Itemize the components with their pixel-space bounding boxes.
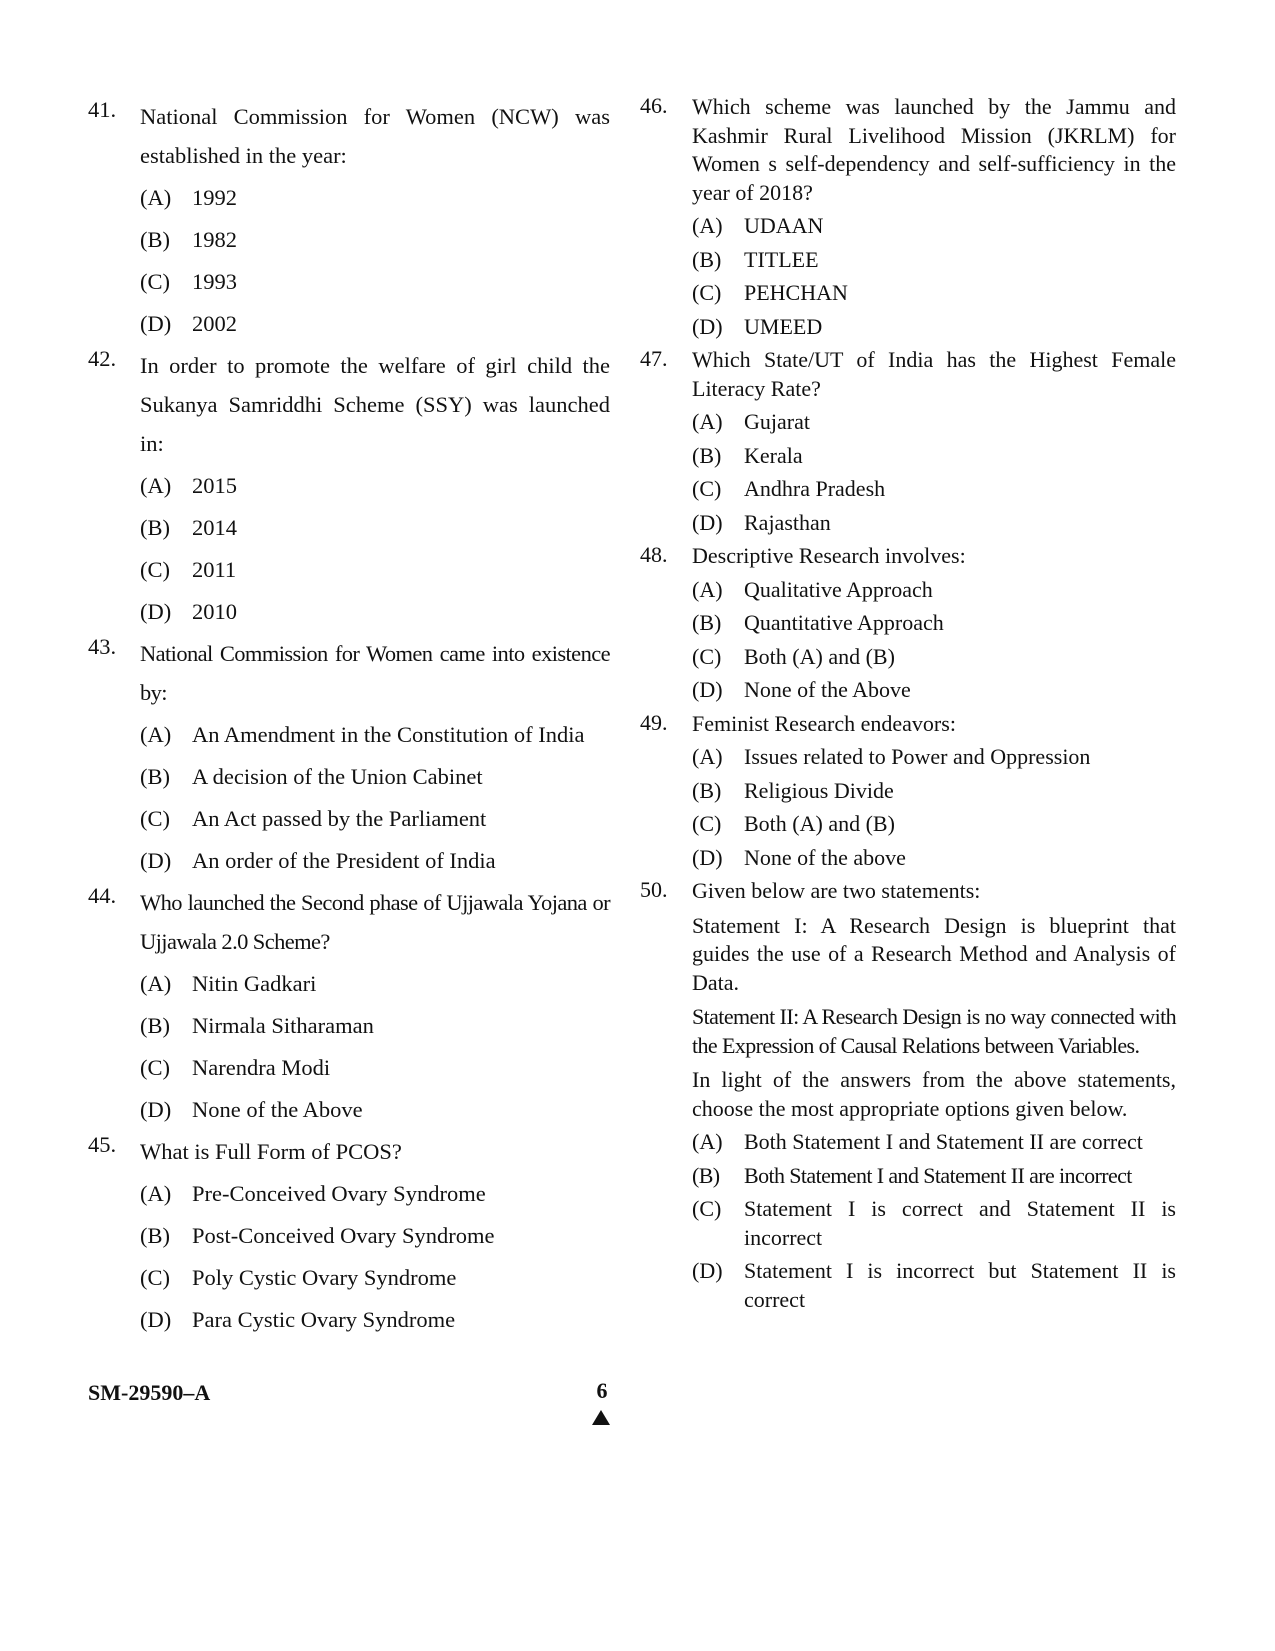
option-text: Nirmala Sitharaman xyxy=(192,1013,374,1038)
question-stem: Which scheme was launched by the Jammu and Kashmir Rural Livelihood Mission (JKRLM) for Women s self-dependency and self-sufficiency in the year of 2018? xyxy=(692,94,1176,205)
up-triangle-icon xyxy=(592,1410,610,1425)
option-label: (D) xyxy=(692,313,723,339)
option-label: (C) xyxy=(692,811,722,836)
option-label: (B) xyxy=(140,764,170,789)
option[interactable] xyxy=(140,1089,610,1131)
option-label: (A) xyxy=(140,722,172,747)
option-text: Statement I is correct and Statement II is incorrect xyxy=(744,1196,1176,1250)
option-text: Nitin Gadkari xyxy=(192,971,317,996)
question-49 xyxy=(640,710,1176,873)
option-label: (A) xyxy=(692,409,723,434)
option-label: (B) xyxy=(692,610,722,635)
option-text: Quantitative Approach xyxy=(744,610,944,635)
question-48 xyxy=(640,542,1176,705)
options-list xyxy=(140,177,610,345)
option[interactable] xyxy=(140,177,610,219)
option-label: (D) xyxy=(692,1258,723,1283)
question-stem: In order to promote the welfare of girl child the Sukanya Samriddhi Scheme (SSY) was launched in: xyxy=(140,353,610,456)
option[interactable] xyxy=(692,777,1176,806)
option[interactable] xyxy=(692,810,1176,839)
option-text: UMEED xyxy=(744,313,823,339)
option[interactable] xyxy=(692,475,1176,504)
option[interactable] xyxy=(140,714,610,756)
option-text: 1993 xyxy=(192,269,237,294)
option-text: 2002 xyxy=(192,311,237,336)
option-label: (D) xyxy=(140,848,172,873)
option[interactable] xyxy=(692,743,1176,772)
option-label: (A) xyxy=(692,744,723,769)
right-column xyxy=(640,93,1176,1319)
option-text: None of the Above xyxy=(192,1097,363,1122)
option-label: (C) xyxy=(140,557,170,582)
question-stem: National Commission for Women (NCW) was established in the year: xyxy=(140,104,610,168)
option-label: (D) xyxy=(692,677,723,702)
option-label: (B) xyxy=(692,442,722,468)
option-text: None of the Above xyxy=(744,677,911,702)
question-stem: National Commission for Women came into existence by: xyxy=(140,641,610,705)
option-label: (A) xyxy=(692,1129,723,1154)
option[interactable] xyxy=(140,798,610,840)
options-list xyxy=(140,465,610,633)
option-label: (D) xyxy=(140,311,172,336)
option-label: (B) xyxy=(692,1162,720,1188)
left-column xyxy=(88,97,610,1342)
option[interactable] xyxy=(692,408,1176,437)
option-label: (B) xyxy=(140,227,170,252)
question-stem: Given below are two statements: xyxy=(692,878,981,903)
options-list xyxy=(692,743,1176,872)
option[interactable] xyxy=(140,840,610,882)
question-41 xyxy=(88,97,610,345)
option-label: (D) xyxy=(140,599,172,624)
option-label: (B) xyxy=(692,246,722,272)
question-46 xyxy=(640,93,1176,341)
option[interactable] xyxy=(692,1257,1176,1314)
option-label: (B) xyxy=(140,1013,170,1038)
options-list xyxy=(140,714,610,882)
question-number: 42. xyxy=(88,346,117,371)
question-44 xyxy=(88,883,610,1131)
option-text: An Act passed by the Parliament xyxy=(192,806,487,831)
question-number: 45. xyxy=(88,1132,117,1157)
option-text: PEHCHAN xyxy=(744,280,848,305)
option-text: None of the above xyxy=(744,844,906,870)
question-number: 50. xyxy=(640,877,668,902)
option[interactable] xyxy=(140,1215,610,1257)
options-list xyxy=(692,408,1176,537)
question-number: 44. xyxy=(88,883,117,908)
option-text: 2010 xyxy=(192,599,237,624)
option[interactable] xyxy=(140,465,610,507)
option[interactable] xyxy=(692,1195,1176,1252)
option-text: Rajasthan xyxy=(744,509,831,535)
option-text: An order of the President of India xyxy=(192,848,496,873)
option-label: (B) xyxy=(692,777,722,803)
question-50 xyxy=(640,877,1176,1314)
option-label: (A) xyxy=(692,213,723,238)
option-text: Issues related to Power and Oppression xyxy=(744,744,1091,769)
options-list xyxy=(140,1173,610,1341)
option-text: Both (A) and (B) xyxy=(744,643,895,669)
option[interactable] xyxy=(692,643,1176,672)
option[interactable] xyxy=(692,609,1176,638)
question-stem: Descriptive Research involves: xyxy=(692,543,966,568)
option-label: (B) xyxy=(140,1223,170,1248)
option-text: 2014 xyxy=(192,515,237,540)
question-number: 48. xyxy=(640,542,668,567)
option[interactable] xyxy=(692,576,1176,605)
option-label: (A) xyxy=(140,473,172,498)
question-stem: Who launched the Second phase of Ujjawala Yojana or Ujjawala 2.0 Scheme? xyxy=(140,890,610,954)
options-list xyxy=(692,576,1176,705)
question-number: 43. xyxy=(88,634,117,659)
option-label: (A) xyxy=(140,971,172,996)
option[interactable] xyxy=(692,442,1176,471)
option[interactable] xyxy=(692,1128,1176,1157)
option-text: 1992 xyxy=(192,185,237,210)
option-text: 1982 xyxy=(192,227,237,252)
option[interactable] xyxy=(140,1047,610,1089)
option[interactable] xyxy=(140,963,610,1005)
statement-2: Statement II: A Research Design is no way connected with the Expression of Causal Relations between Variables. xyxy=(692,1004,1176,1058)
option-label: (A) xyxy=(140,1181,172,1206)
option-label: (D) xyxy=(692,844,723,870)
option-text: A decision of the Union Cabinet xyxy=(192,764,483,789)
option-text: Andhra Pradesh xyxy=(744,476,886,501)
option[interactable] xyxy=(140,756,610,798)
option[interactable] xyxy=(692,212,1176,241)
option-label: (C) xyxy=(140,1055,170,1080)
option-text: Qualitative Approach xyxy=(744,576,933,602)
option[interactable] xyxy=(692,246,1176,275)
option-label: (C) xyxy=(140,1265,170,1290)
question-45 xyxy=(88,1132,610,1341)
option-text: Religious Divide xyxy=(744,777,894,803)
option-text: Post-Conceived Ovary Syndrome xyxy=(192,1223,495,1248)
option[interactable] xyxy=(140,1005,610,1047)
option[interactable] xyxy=(140,219,610,261)
option[interactable] xyxy=(140,1299,610,1341)
option-text: Gujarat xyxy=(744,409,810,434)
option-text: TITLEE xyxy=(744,246,819,272)
option[interactable] xyxy=(692,279,1176,308)
question-number: 47. xyxy=(640,346,668,371)
option-label: (C) xyxy=(140,806,170,831)
question-stem: What is Full Form of PCOS? xyxy=(140,1139,402,1164)
option-text: Narendra Modi xyxy=(192,1055,331,1080)
booklet-code: SM-29590–A xyxy=(88,1380,211,1405)
option-text: 2011 xyxy=(192,557,237,582)
option-label: (D) xyxy=(140,1307,172,1332)
option-text: Pre-Conceived Ovary Syndrome xyxy=(192,1181,486,1206)
option-text: UDAAN xyxy=(744,213,824,238)
option[interactable] xyxy=(140,1257,610,1299)
option-text: An Amendment in the Constitution of India xyxy=(192,722,585,747)
option-text: Para Cystic Ovary Syndrome xyxy=(192,1307,456,1332)
option[interactable] xyxy=(140,549,610,591)
option[interactable] xyxy=(692,1162,1176,1191)
question-42 xyxy=(88,346,610,633)
instruction-text: In light of the answers from the above statements, choose the most appropriate options given below. xyxy=(692,1067,1176,1121)
page-number: 6 xyxy=(596,1378,608,1403)
option-text: 2015 xyxy=(192,473,237,498)
option-label: (C) xyxy=(692,643,722,669)
option[interactable] xyxy=(692,844,1176,873)
statement-1: Statement I: A Research Design is blueprint that guides the use of a Research Method and Analysis of Data. xyxy=(692,912,1176,995)
option[interactable] xyxy=(140,507,610,549)
options-list xyxy=(692,212,1176,341)
option[interactable] xyxy=(140,1173,610,1215)
option-text: Poly Cystic Ovary Syndrome xyxy=(192,1265,457,1290)
option-label: (C) xyxy=(140,269,170,294)
question-stem: Which State/UT of India has the Highest Female Literacy Rate? xyxy=(692,347,1176,401)
option-label: (C) xyxy=(692,280,722,305)
option-label: (A) xyxy=(140,185,172,210)
option[interactable] xyxy=(140,303,610,345)
option-text: Kerala xyxy=(744,442,803,468)
option-text: Both (A) and (B) xyxy=(744,811,895,836)
option[interactable] xyxy=(692,676,1176,705)
option[interactable] xyxy=(692,313,1176,342)
option-label: (B) xyxy=(140,515,170,540)
options-list xyxy=(140,963,610,1131)
question-43 xyxy=(88,634,610,882)
option-text: Both Statement I and Statement II are correct xyxy=(744,1129,1143,1154)
option-label: (D) xyxy=(692,509,723,535)
question-number: 49. xyxy=(640,709,668,735)
option[interactable] xyxy=(140,261,610,303)
question-number: 41. xyxy=(88,97,117,122)
question-stem: Feminist Research endeavors: xyxy=(692,710,956,736)
option-label: (A) xyxy=(692,576,723,602)
option-text: Both Statement I and Statement II are incorrect xyxy=(744,1162,1132,1188)
option-label: (D) xyxy=(140,1097,172,1122)
options-list xyxy=(692,1128,1176,1314)
option[interactable] xyxy=(140,591,610,633)
option-label: (C) xyxy=(692,1196,722,1221)
option-label: (C) xyxy=(692,476,722,501)
question-47 xyxy=(640,346,1176,537)
option[interactable] xyxy=(692,509,1176,538)
option-text: Statement I is incorrect but Statement II is correct xyxy=(744,1258,1176,1312)
question-number: 46. xyxy=(640,93,668,118)
